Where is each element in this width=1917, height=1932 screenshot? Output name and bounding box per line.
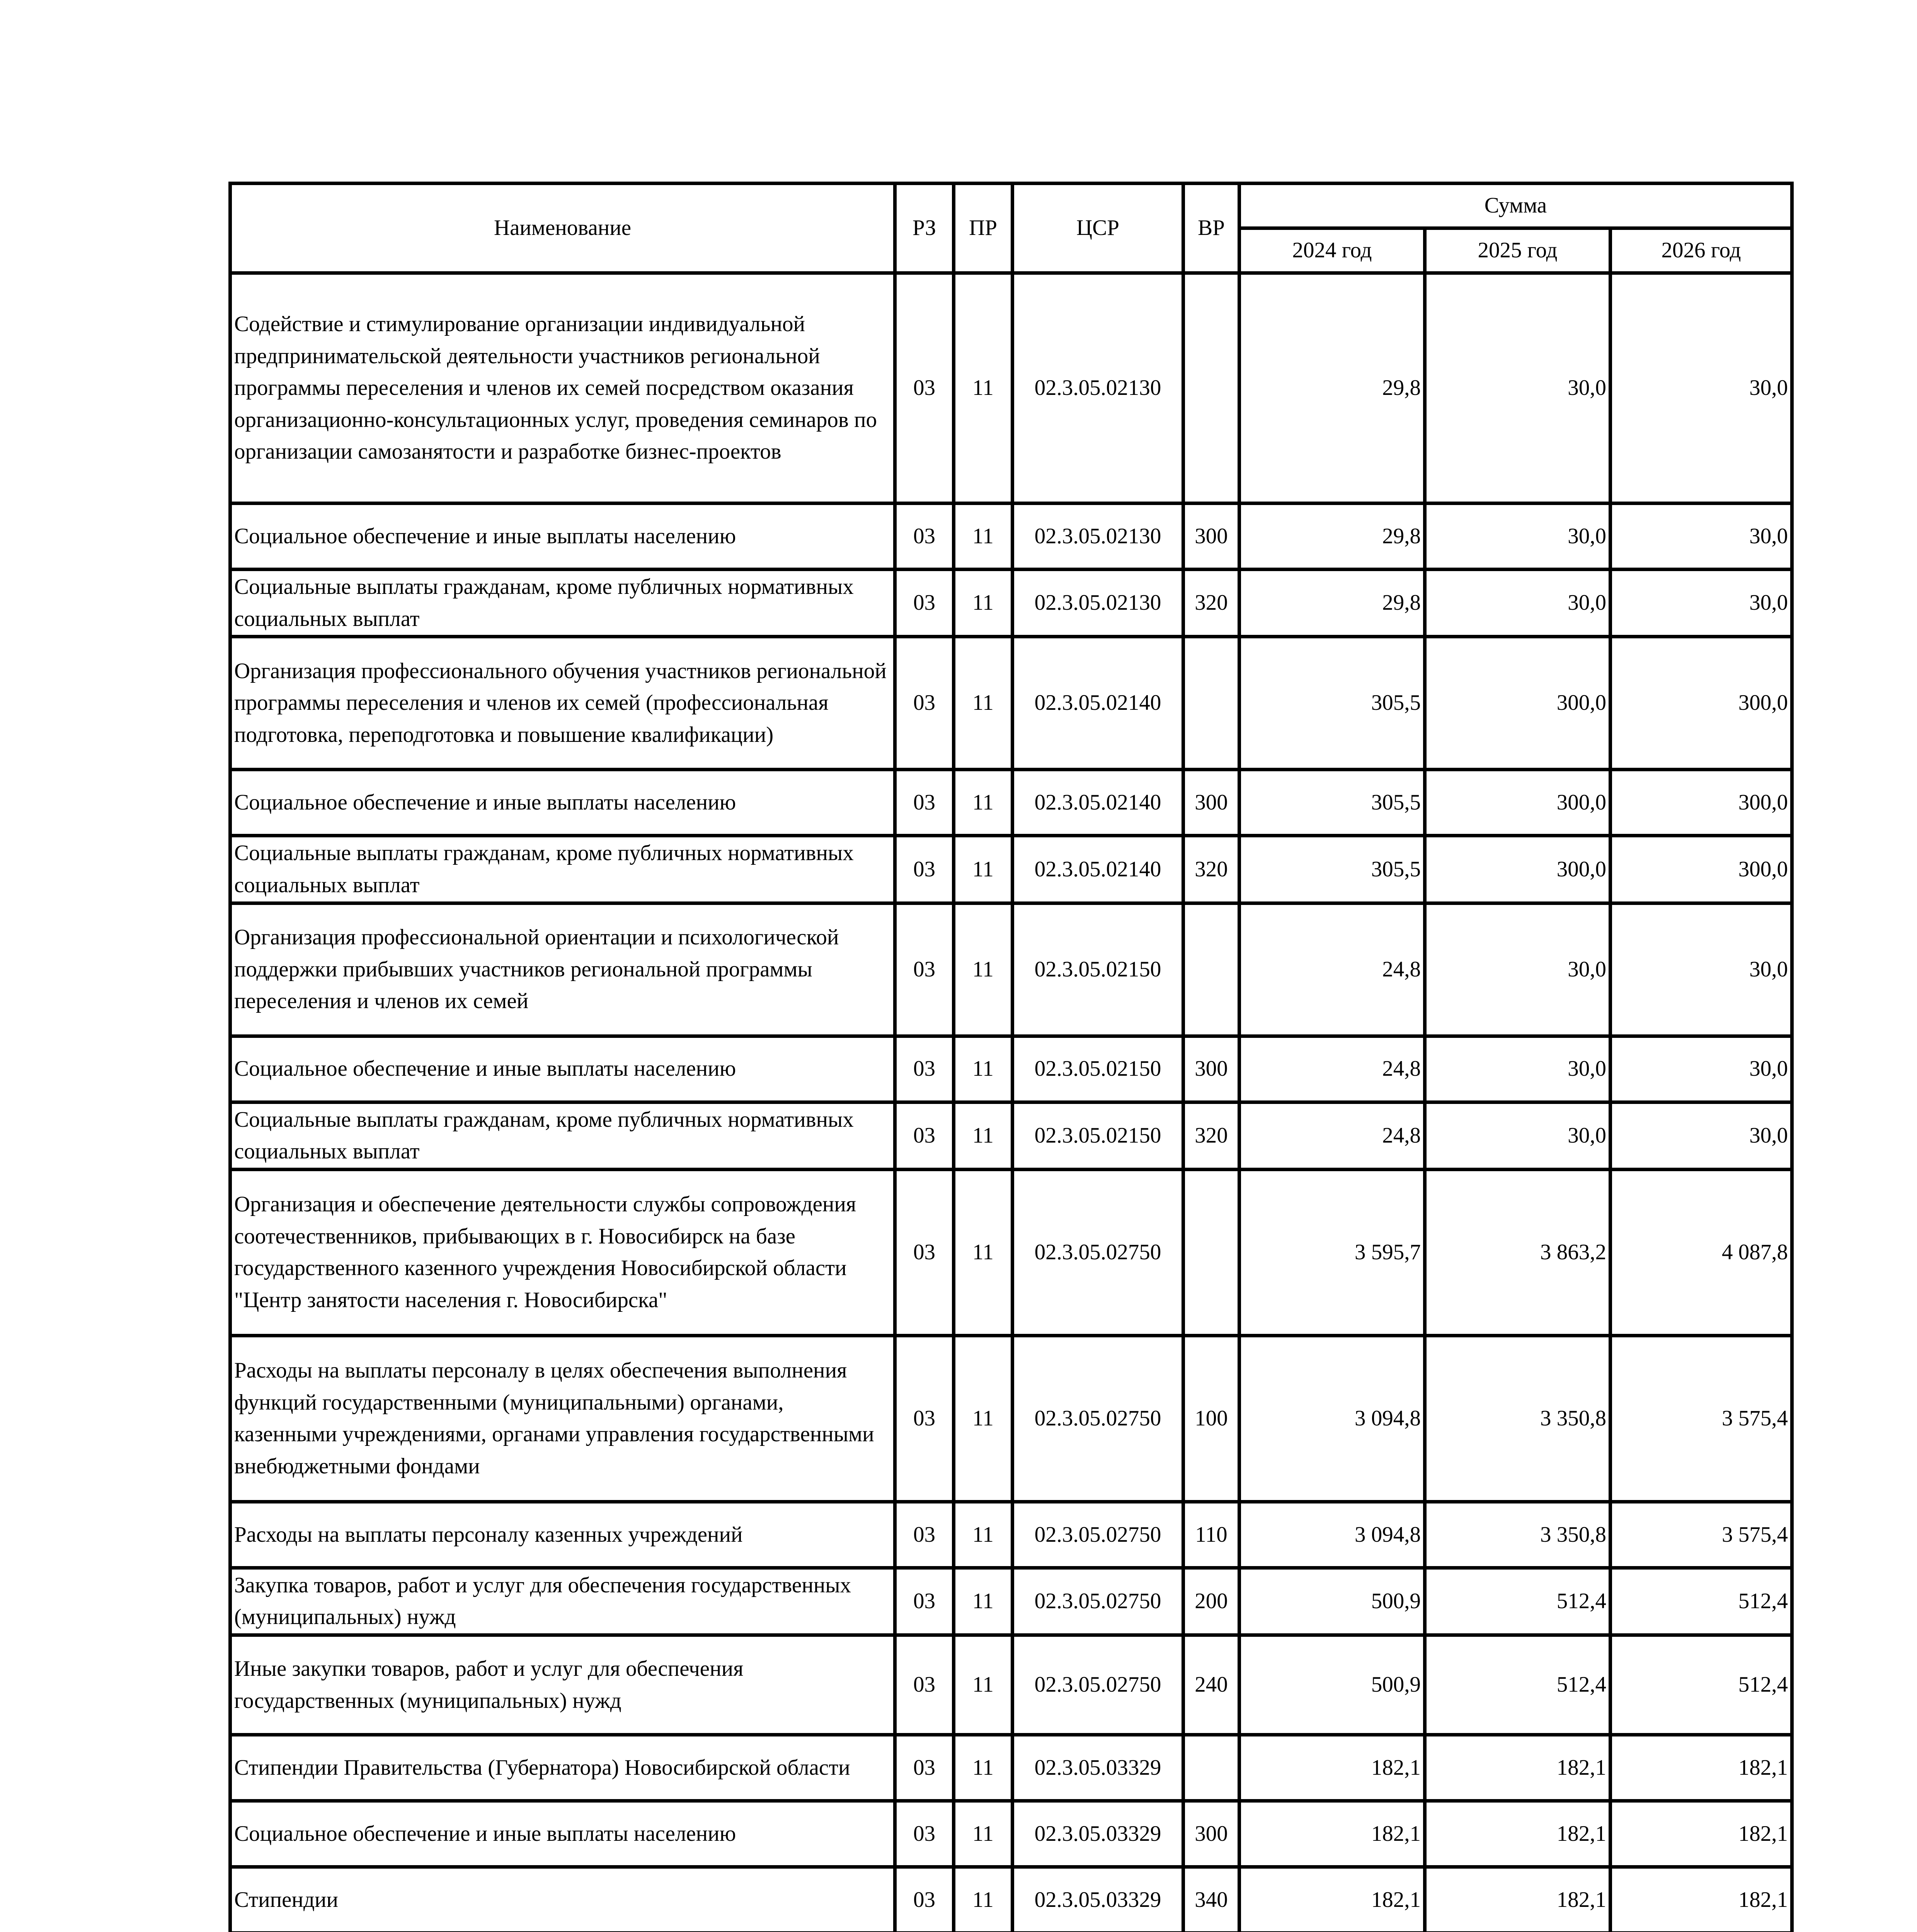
header-sum: Сумма: [1239, 184, 1792, 228]
cell-2024: 3 595,7: [1239, 1169, 1425, 1335]
cell-vr: 300: [1183, 770, 1239, 836]
cell-csr: 02.3.05.03329: [1013, 1867, 1183, 1932]
cell-vr: 300: [1183, 1036, 1239, 1102]
cell-rz: 03: [895, 836, 954, 903]
cell-pr: 11: [954, 1801, 1013, 1867]
cell-rz: 03: [895, 903, 954, 1036]
cell-name: Стипендии Правительства (Губернатора) Новосибирской области: [230, 1735, 895, 1801]
cell-vr: 100: [1183, 1335, 1239, 1502]
cell-2024: 29,8: [1239, 273, 1425, 503]
cell-vr: [1183, 903, 1239, 1036]
cell-2026: 30,0: [1611, 273, 1792, 503]
cell-2025: 300,0: [1425, 836, 1611, 903]
cell-2025: 30,0: [1425, 1102, 1611, 1169]
header-year-2025: 2025 год: [1425, 228, 1611, 273]
cell-name: Закупка товаров, работ и услуг для обеспечения государственных (муниципальных) нужд: [230, 1568, 895, 1635]
table-body: [230, 273, 1792, 1932]
cell-vr: 200: [1183, 1568, 1239, 1635]
cell-rz: 03: [895, 1635, 954, 1735]
cell-rz: 03: [895, 1867, 954, 1932]
header-name: Наименование: [230, 184, 895, 273]
cell-2024: 305,5: [1239, 836, 1425, 903]
cell-name: Социальное обеспечение и иные выплаты населению: [230, 1036, 895, 1102]
cell-pr: 11: [954, 503, 1013, 570]
cell-csr: 02.3.05.02750: [1013, 1335, 1183, 1502]
cell-csr: 02.3.05.02150: [1013, 903, 1183, 1036]
cell-2024: 24,8: [1239, 1102, 1425, 1169]
cell-2025: 182,1: [1425, 1801, 1611, 1867]
cell-2026: 30,0: [1611, 570, 1792, 637]
cell-vr: 340: [1183, 1867, 1239, 1932]
table-row: [230, 1502, 1792, 1568]
cell-vr: 320: [1183, 570, 1239, 637]
cell-vr: 300: [1183, 503, 1239, 570]
cell-2024: 305,5: [1239, 637, 1425, 770]
cell-name: Социальные выплаты гражданам, кроме публичных нормативных социальных выплат: [230, 1102, 895, 1169]
cell-csr: 02.3.05.02750: [1013, 1635, 1183, 1735]
cell-name: Организация профессиональной ориентации и психологической поддержки прибывших участников региональной программы переселения и членов их семей: [230, 903, 895, 1036]
cell-2026: 30,0: [1611, 903, 1792, 1036]
cell-csr: 02.3.05.02150: [1013, 1102, 1183, 1169]
cell-rz: 03: [895, 1169, 954, 1335]
table-row: [230, 1036, 1792, 1102]
table-row: [230, 1735, 1792, 1801]
cell-2026: 3 575,4: [1611, 1502, 1792, 1568]
cell-2026: 4 087,8: [1611, 1169, 1792, 1335]
cell-2025: 30,0: [1425, 273, 1611, 503]
cell-name: Социальные выплаты гражданам, кроме публичных нормативных социальных выплат: [230, 570, 895, 637]
cell-2024: 24,8: [1239, 903, 1425, 1036]
cell-rz: 03: [895, 770, 954, 836]
table-row: [230, 1169, 1792, 1335]
cell-2025: 30,0: [1425, 570, 1611, 637]
header-pr: ПР: [954, 184, 1013, 273]
cell-2025: 3 350,8: [1425, 1335, 1611, 1502]
cell-name: Социальные выплаты гражданам, кроме публичных нормативных социальных выплат: [230, 836, 895, 903]
cell-csr: 02.3.05.02150: [1013, 1036, 1183, 1102]
cell-pr: 11: [954, 1635, 1013, 1735]
cell-name: Социальное обеспечение и иные выплаты населению: [230, 503, 895, 570]
cell-2026: 182,1: [1611, 1867, 1792, 1932]
cell-rz: 03: [895, 1801, 954, 1867]
table-row: [230, 1102, 1792, 1169]
cell-2024: 305,5: [1239, 770, 1425, 836]
header-rz: РЗ: [895, 184, 954, 273]
cell-name: Стипендии: [230, 1867, 895, 1932]
cell-csr: 02.3.05.02140: [1013, 770, 1183, 836]
cell-2024: 182,1: [1239, 1801, 1425, 1867]
table-row: [230, 503, 1792, 570]
header-vr: ВР: [1183, 184, 1239, 273]
cell-2026: 512,4: [1611, 1568, 1792, 1635]
cell-rz: 03: [895, 637, 954, 770]
cell-2026: 300,0: [1611, 770, 1792, 836]
cell-pr: 11: [954, 1502, 1013, 1568]
cell-name: Расходы на выплаты персоналу казенных учреждений: [230, 1502, 895, 1568]
cell-rz: 03: [895, 1735, 954, 1801]
cell-name: Социальное обеспечение и иные выплаты населению: [230, 1801, 895, 1867]
cell-2026: 30,0: [1611, 1036, 1792, 1102]
cell-csr: 02.3.05.02130: [1013, 273, 1183, 503]
cell-2026: 512,4: [1611, 1635, 1792, 1735]
cell-pr: 11: [954, 273, 1013, 503]
cell-2026: 3 575,4: [1611, 1335, 1792, 1502]
cell-2026: 30,0: [1611, 503, 1792, 570]
cell-2025: 30,0: [1425, 503, 1611, 570]
cell-2025: 3 863,2: [1425, 1169, 1611, 1335]
cell-name: Содействие и стимулирование организации индивидуальной предпринимательской деятельности участников региональной программы переселения и членов их семей посредством оказания организационно-консультационных услуг, проведения семинаров по организации самозанятости и разработке бизнес-проектов: [230, 273, 895, 503]
cell-2024: 182,1: [1239, 1735, 1425, 1801]
cell-vr: [1183, 1735, 1239, 1801]
cell-rz: 03: [895, 503, 954, 570]
cell-2024: 3 094,8: [1239, 1502, 1425, 1568]
cell-2026: 182,1: [1611, 1801, 1792, 1867]
cell-vr: 320: [1183, 836, 1239, 903]
cell-pr: 11: [954, 637, 1013, 770]
cell-2026: 182,1: [1611, 1735, 1792, 1801]
cell-vr: 300: [1183, 1801, 1239, 1867]
table-row: [230, 903, 1792, 1036]
cell-vr: 240: [1183, 1635, 1239, 1735]
table-row: [230, 1801, 1792, 1867]
cell-pr: 11: [954, 836, 1013, 903]
cell-rz: 03: [895, 1036, 954, 1102]
cell-csr: 02.3.05.03329: [1013, 1735, 1183, 1801]
cell-2025: 512,4: [1425, 1568, 1611, 1635]
cell-2026: 30,0: [1611, 1102, 1792, 1169]
header-year-2026: 2026 год: [1611, 228, 1792, 273]
cell-name: Социальное обеспечение и иные выплаты населению: [230, 770, 895, 836]
table-row: [230, 1867, 1792, 1932]
table-row: [230, 637, 1792, 770]
cell-pr: 11: [954, 770, 1013, 836]
cell-rz: 03: [895, 1502, 954, 1568]
cell-2024: 3 094,8: [1239, 1335, 1425, 1502]
cell-2025: 30,0: [1425, 1036, 1611, 1102]
cell-rz: 03: [895, 570, 954, 637]
cell-csr: 02.3.05.02140: [1013, 637, 1183, 770]
cell-2025: 30,0: [1425, 903, 1611, 1036]
cell-vr: [1183, 273, 1239, 503]
cell-pr: 11: [954, 1036, 1013, 1102]
cell-2025: 512,4: [1425, 1635, 1611, 1735]
budget-table: [228, 182, 1794, 1932]
cell-pr: 11: [954, 1867, 1013, 1932]
table-row: [230, 770, 1792, 836]
cell-csr: 02.3.05.02750: [1013, 1568, 1183, 1635]
cell-csr: 02.3.05.03329: [1013, 1801, 1183, 1867]
cell-pr: 11: [954, 1169, 1013, 1335]
cell-vr: 320: [1183, 1102, 1239, 1169]
cell-name: Организация и обеспечение деятельности службы сопровождения соотечественников, прибывающих в г. Новосибирск на базе государственного казенного учреждения Новосибирской области "Центр занятости населения г. Новосибирска": [230, 1169, 895, 1335]
cell-csr: 02.3.05.02750: [1013, 1502, 1183, 1568]
cell-pr: 11: [954, 1102, 1013, 1169]
cell-2024: 29,8: [1239, 503, 1425, 570]
cell-2024: 500,9: [1239, 1568, 1425, 1635]
cell-name: Иные закупки товаров, работ и услуг для обеспечения государственных (муниципальных) нужд: [230, 1635, 895, 1735]
cell-csr: 02.3.05.02130: [1013, 570, 1183, 637]
cell-2024: 182,1: [1239, 1867, 1425, 1932]
cell-2026: 300,0: [1611, 836, 1792, 903]
cell-csr: 02.3.05.02750: [1013, 1169, 1183, 1335]
cell-2025: 300,0: [1425, 637, 1611, 770]
cell-pr: 11: [954, 570, 1013, 637]
cell-2025: 3 350,8: [1425, 1502, 1611, 1568]
cell-vr: [1183, 1169, 1239, 1335]
cell-pr: 11: [954, 903, 1013, 1036]
cell-pr: 11: [954, 1568, 1013, 1635]
header-csr: ЦСР: [1013, 184, 1183, 273]
header-year-2024: 2024 год: [1239, 228, 1425, 273]
cell-rz: 03: [895, 1568, 954, 1635]
cell-csr: 02.3.05.02130: [1013, 503, 1183, 570]
cell-rz: 03: [895, 1102, 954, 1169]
cell-2025: 300,0: [1425, 770, 1611, 836]
table-row: [230, 1568, 1792, 1635]
table-row: [230, 273, 1792, 503]
table-row: [230, 1335, 1792, 1502]
cell-vr: 110: [1183, 1502, 1239, 1568]
cell-vr: [1183, 637, 1239, 770]
cell-rz: 03: [895, 1335, 954, 1502]
cell-2024: 29,8: [1239, 570, 1425, 637]
cell-2024: 500,9: [1239, 1635, 1425, 1735]
table-row: [230, 570, 1792, 637]
cell-csr: 02.3.05.02140: [1013, 836, 1183, 903]
cell-pr: 11: [954, 1335, 1013, 1502]
cell-rz: 03: [895, 273, 954, 503]
table-row: [230, 1635, 1792, 1735]
cell-pr: 11: [954, 1735, 1013, 1801]
table-row: [230, 836, 1792, 903]
cell-2024: 24,8: [1239, 1036, 1425, 1102]
cell-2025: 182,1: [1425, 1735, 1611, 1801]
cell-2025: 182,1: [1425, 1867, 1611, 1932]
cell-name: Расходы на выплаты персоналу в целях обеспечения выполнения функций государственными (муниципальными) органами, казенными учреждениями, органами управления государственными внебюджетными фондами: [230, 1335, 895, 1502]
cell-2026: 300,0: [1611, 637, 1792, 770]
cell-name: Организация профессионального обучения участников региональной программы переселения и членов их семей (профессиональная подготовка, переподготовка и повышение квалификации): [230, 637, 895, 770]
